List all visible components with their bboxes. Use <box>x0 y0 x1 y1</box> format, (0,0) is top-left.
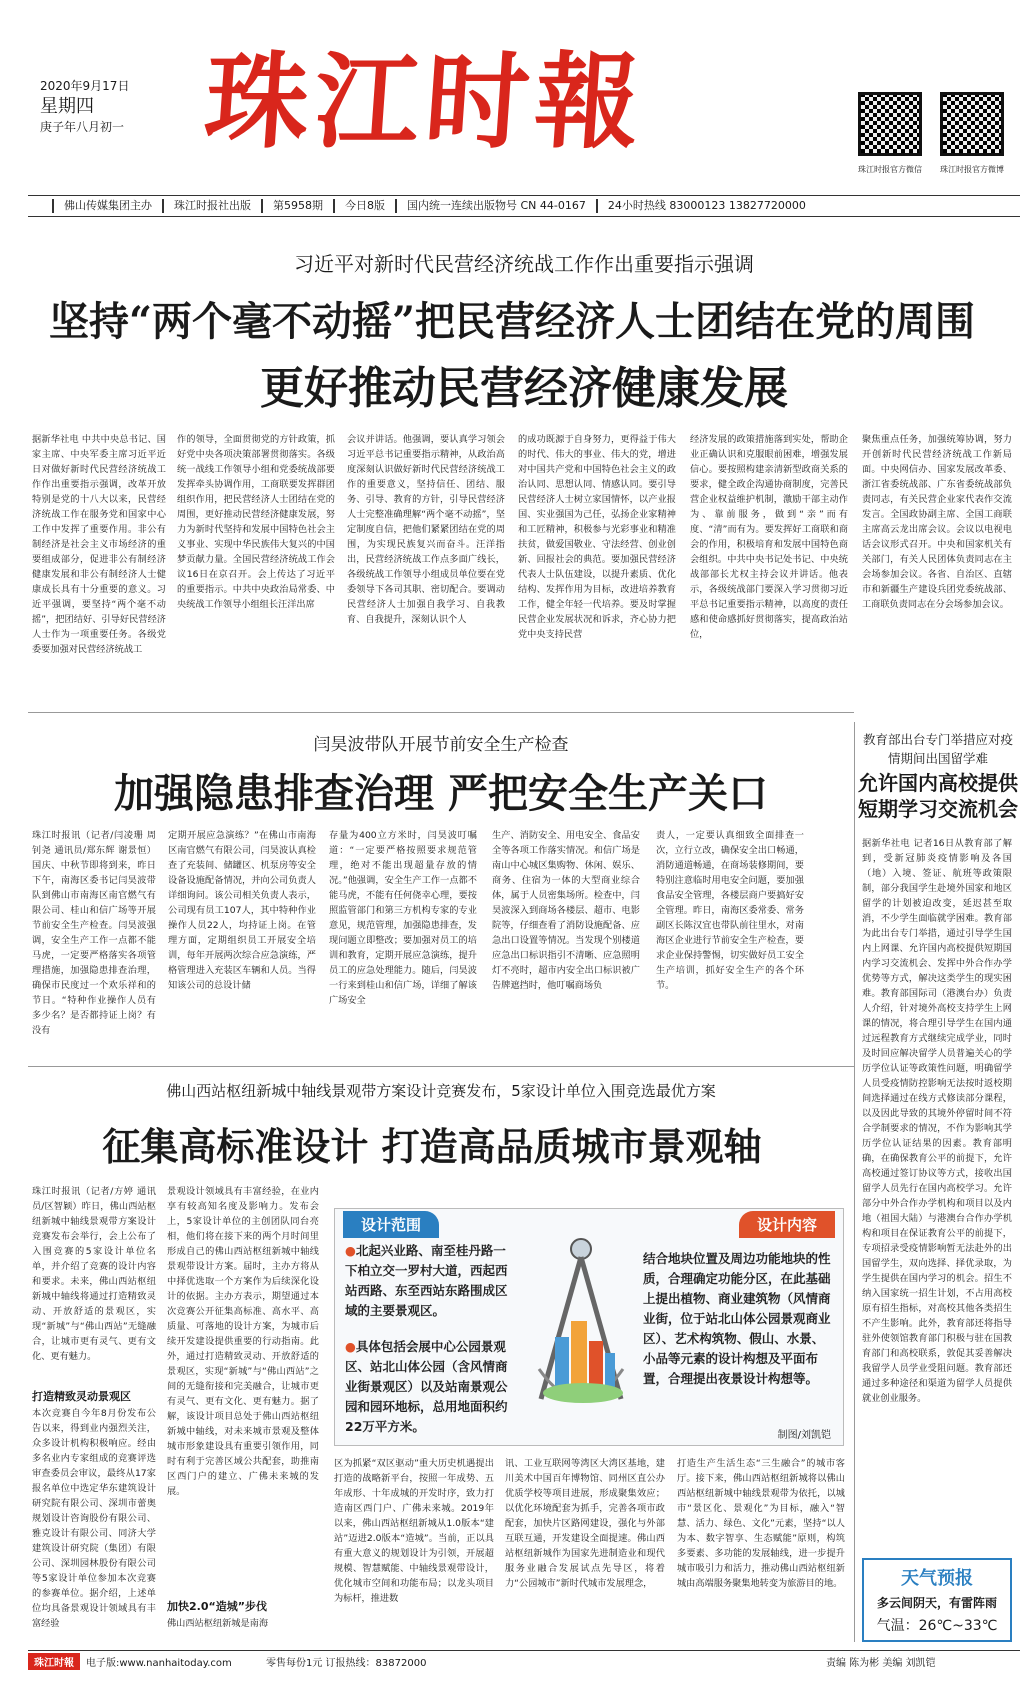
lead-headline-1: 坚持“两个毫不动摇”把民营经济人士团结在党的周围 <box>48 298 975 345</box>
sidebar-kicker: 教育部出台专门举措应对疫情期间出国留学难 <box>862 732 1013 766</box>
lead-column-5: 经济发展的政策措施落到实处，帮助企业正确认识和克服眼前困难，增强发展信心。要按照构建亲清新型政商关系的要求，健全政企沟通协商制度，完善民营企业权益维护机制，激励干部主动作为、靠前服务，做到“亲”而有度、“清”而有为。要发挥好工商联和商会的作用，积极培育和发展中国特色商会组织。中共中央书记处书记、中央统战部部长尤权主持会议并讲话。他表示，各级统战部门要深入学习贯彻习近平总书记重要指示精神，以高度的责任感和使命感抓好贯彻落实，提高政治站位， <box>690 434 848 640</box>
issue-date: 2020年9月17日 <box>40 79 130 93</box>
lead-kicker: 习近平对新时代民营经济统战工作作出重要指示强调 <box>294 252 754 276</box>
design-scope-graphic <box>334 1208 844 1446</box>
weibo-qr-caption: 珠江时报官方微博 <box>940 165 1004 174</box>
info-bar <box>28 195 1020 217</box>
sidebar-headline: 允许国内高校提供短期学习交流机会 <box>858 771 1018 821</box>
hotline-item: 24小时热线 83000123 13827720000 <box>596 199 816 213</box>
scope-point-1 <box>345 1241 515 1321</box>
city-column-2-lead: 景观设计领域具有丰富经验，在业内享有较高知名度及影响力。发布会上，5家设计单位的主创团队同台亮相，他们将在接下来的两个月时间里形成自己的佛山西站枢纽新城中轴线景观带设计方案。届时，主办方将从中择优选取一个方案作为后续深化设计的依据。主办方表示，期望通过本次竞赛公开征集高标准、高水平、高质量、可落地的设计方案，为城市后续开发建设提供重要的行动指南。此外，通过打造精致灵动、开放舒适的景观区，实现“新城”与“佛山西站”之间的无缝衔接和完美融合，让城市更有灵气、更有文化、更有魅力。据了解，该设计项目总处于佛山西站枢纽新城中轴线，对未来城市景观及整体城市形象建设具有重要引领作用，同时有利于完善区域公共配套，助推南区西门户的建立、广佛未来城的发展。 <box>167 1186 319 1497</box>
graphic-credit: 制图/刘凯铠 <box>777 1430 831 1441</box>
footer-website: 电子版:www.nanhaitoday.com <box>86 1658 232 1669</box>
lunar-date: 庚子年八月初一 <box>40 120 125 134</box>
lead-column-4: 的成功既源于自身努力，更得益于伟大的时代、伟大的事业、伟大的党，增进对中国共产党和中国特色社会主义的政治认同、思想认同、情感认同。要引导民营经济人士树立家国情怀，以产业报国、实业强国为己任，弘扬企业家精神和工匠精神，积极参与光彩事业和精准扶贫，做爱国敬业、守法经营、创业创新、回报社会的典范。要加强民营经济代表人士队伍建设，以提升素质、优化结构、发挥作用为目标，改进培养教育工作，健全年轻一代培养。要及时掌握民营企业发展状况和诉求，齐心协力把党中央支持民营 <box>518 434 676 640</box>
lead-column-6: 聚焦重点任务，加强统筹协调，努力开创新时代民营经济统战工作新局面。中央网信办、国家发展改革委、浙江省委统战部、广东省委统战部负责同志，有关民营企业家代表作交流发言。全国政协副主席、全国工商联主席高云龙出席会议。会议以电视电话会议形式召开。中央和国家机关有关部门，有关人民团体负责同志在主会场参加会议。各省、自治区、直辖市和新疆生产建设兵团党委统战部、工商联负责同志在分会场参加会议。 <box>862 434 1012 610</box>
safety-kicker: 闫昊波带队开展节前安全生产检查 <box>313 735 569 755</box>
city-column-1 <box>32 1184 156 1642</box>
issue-number-item: 第5958期 <box>261 199 333 213</box>
city-column-4: 讯、工业互联网等湾区大湾区基地，建川美术中国百年博物馆、同州区直公办优质学校等项目进展，形成聚集效应；以优化环境配套为抓手，完善各项市政配套，加快片区路网建设，强化与外部互联互通，开发建设全面提速。佛山西站枢纽新城作为国家先进制造业和现代服务业融合发展试点先导区，将着力“公园城市”新时代城市发展理念， <box>505 1458 665 1589</box>
city-column-1-lead: 珠江时报讯（记者/方婷 通讯员/区智颖）昨日，佛山西站枢纽新城中轴线景观带方案设计竞赛发布会举行，会上公布了入围竞赛的5家设计单位名单，并介绍了竞赛的设计内容和要求。未来，佛山西站枢纽新城中轴线将通过打造精致灵动、开放舒适的景观区，实现“新城”与“佛山西站”无缝融合，让城市更有灵气、更有文化、更有魅力。 <box>32 1186 156 1362</box>
publisher-item: 佛山传媒集团主办 <box>52 199 162 213</box>
footer-editors: 责编 陈为彬 美编 刘凯铠 <box>826 1658 936 1669</box>
city-headline: 征集高标准设计 打造高品质城市景观轴 <box>102 1124 762 1169</box>
wechat-qr-caption: 珠江时报官方微信 <box>858 165 922 174</box>
weather-condition: 多云间阴天，有雷阵雨 <box>876 1596 997 1610</box>
city-section-title-2: 加快2.0“造城”步伐 <box>167 1600 267 1613</box>
city-kicker: 佛山西站枢纽新城中轴线景观带方案设计竞赛发布，5家设计单位入围竞选最优方案 <box>166 1082 716 1100</box>
city-column-1-rest: 本次竞赛自今年8月份发布公告以来，得到业内强烈关注，众多设计机构积极响应。经由多名业内专家组成的竞赛评选审查委员会审议，最终从17家报名单位中选定华东建筑设计研究院有限公司、深圳市蕾奥规划设计咨询股份有限公司、雅克设计有限公司、同济大学建筑设计研究院（集团）有限公司、深圳园林股份有限公司等5家设计单位参加本次竞赛的参赛单位。据介绍，上述单位均具备景观设计领域具有丰富经验 <box>32 1408 156 1629</box>
compass-city-illustration <box>521 1229 641 1429</box>
safety-column-5: 责人，一定要认真细致全面排查一次，立行立改，确保安全出口畅通，消防通道畅通，在商场装修期间，要特别注意临时用电安全问题，要加强食品安全管理，各楼层商户要搞好安全管理。昨日，南海区委常委、常务副区长陈汉宜也带队前往里水，对南海区企业进行节前安全生产检查，要求企业保持警惕，切实做好员工安全生产培训，抓好安全生产的各个环节。 <box>656 830 804 991</box>
newspaper-logo: 珠江时報 <box>200 40 650 163</box>
safety-column-4: 生产、消防安全、用电安全、食品安全等各项工作落实情况。和信广场是南山中心城区集购物、休闲、娱乐、商务、住宿为一体的大型商业综合体，属于人员密集场所。检查中，闫昊波深入到商场各楼层、超市、电影院等，仔细查看了消防设施配备、应急出口设置等情况。当发现个别楼道应急出口标识指引不清晰、应急照明灯不亮时，超市内安全出口标识被广告牌遮挡时，他叮嘱商场负 <box>492 830 640 991</box>
wechat-qr-icon <box>858 92 922 156</box>
weather-title: 天气预报 <box>901 1568 973 1589</box>
lead-column-2: 作的领导，全面贯彻党的方针政策，抓好党中央各项决策部署贯彻落实。各级统一战线工作领导小组和党委统战部要发挥牵头协调作用，工商联要发挥群团组织作用，把民营经济人士团结在党的周围，更好推动民营经济健康发展，努力为新时代坚持和发展中国特色社会主义事业、实现中华民族伟大复兴的中国梦贡献力量。全国民营经济统战工作会议16日在京召开。会上传达了习近平的重要指示。中共中央政治局常委、中央统战工作领导小组组长汪洋出席 <box>177 434 335 610</box>
safety-column-3: 存量为400立方米时，闫昊波叮嘱道：“一定要严格按照要求规范管理，绝对不能出现超量存放的情况。”他强调，安全生产工作一点都不能马虎，不能有任何侥幸心理，要按照监管部门和第三方机构专家的专业意见，规范管理，加强隐患排查，发现问题立即整改；要加强对员工的培训和教育，定期开展应急演练，提升员工的应急处理能力。随后，闫昊波一行来到桂山和信广场，详细了解该广场安全 <box>329 830 477 1006</box>
weibo-qr-icon <box>940 92 1004 156</box>
city-column-5: 打造生产生活生态“三生融合”的城市客厅。接下来，佛山西站枢纽新城将以佛山西站枢纽新城中轴线景观带为依托，以城市“景区化、景观化”为目标，融入“智慧、活力、绿色、文化”元素，坚持“以人为本、数字智享、生态赋能”原则，构筑多要素、多功能的发展轴线，进一步提升城市吸引力和活力，推动佛山西站枢纽新城由高端服务聚集地转变为旅游目的地。 <box>677 1458 845 1589</box>
serial-number-item: 国内统一连续出版物号 CN 44-0167 <box>395 199 596 213</box>
scope-point-2 <box>345 1337 515 1437</box>
weather-box <box>862 1558 1012 1642</box>
issue-weekday: 星期四 <box>40 96 94 117</box>
safety-column-2: 定期开展应急演练？”在佛山市南海区南官燃气有限公司，闫昊波认真检查了充装间、储罐区、机泵房等安全设备设施配备情况，并向公司负责人详细询问。该公司相关负责人表示，公司现有员工107人，其中特种作业操作人员22人，均持证上岗。在管理方面，定期组织员工开展安全培训，每年开展两次综合应急演练，严格管理进入充装区车辆和人员。当得知该公司的总设计储 <box>168 830 316 991</box>
safety-bottom-rule <box>28 1066 854 1067</box>
footer-brand: 珠江时報 <box>28 1653 80 1670</box>
scope-point-2-text: 具体包括会展中心公园景观区、站北山体公园（含风情商业街景观区）以及站南景观公园和园环地标，总用地面积约22万平方米。 <box>345 1339 508 1434</box>
weather-temperature: 气温：26℃~33℃ <box>876 1618 998 1634</box>
scope-point-1-text: 北起兴业路、南至桂丹路一下柏立交一罗村大道，西起西站西路、东至西站东路围成区域的主要景观区。 <box>345 1243 508 1318</box>
lead-headline-2: 更好推动民营经济健康发展 <box>260 363 788 414</box>
safety-column-1: 珠江时报讯（记者/闫凌珊 周钊尧 通讯员/郑东辉 谢景恒）国庆、中秋节即将到来，昨日下午，南海区委书记闫昊波带队到佛山市南海区南官燃气有限公司、桂山和信广场等开展节前安全生产检查。闫昊波强调，安全生产工作一点都不能马虎，一定要严格落实各项管理措施，加强隐患排查治理，确保市民度过一个欢乐祥和的节日。“特种作业操作人员有多少名？是否都持证上岗？有没有 <box>32 830 156 1036</box>
sidebar-divider <box>854 722 855 1642</box>
lead-bottom-rule <box>28 712 854 713</box>
design-content-text: 结合地块位置及周边功能地块的性质，合理确定功能分区，在此基础上提出植物、商业建筑物（风情商业街，位于站北山体公园景观商业区）、艺术构筑物、假山、水景、小品等元素的设计构想及平面布置，合理提出夜景设计构想等。 <box>643 1251 831 1386</box>
tab-design-content: 设计内容 <box>739 1211 835 1238</box>
bullet-icon: ● <box>345 1339 356 1354</box>
footer-bar <box>28 1650 1020 1672</box>
footer-price: 零售每份1元 订报热线：83872000 <box>266 1658 427 1669</box>
safety-headline: 加强隐患排查治理 严把安全生产关口 <box>114 770 768 817</box>
city-column-2-rest: 佛山西站枢纽新城是南海 <box>167 1618 269 1629</box>
city-column-2 <box>167 1184 319 1642</box>
bullet-icon: ● <box>345 1243 356 1258</box>
tab-design-scope: 设计范围 <box>343 1211 439 1238</box>
lead-column-3: 会议并讲话。他强调，要认真学习领会习近平总书记重要指示精神，从政治高度深刻认识做好新时代民营经济统战工作的重要意义，坚持信任、团结、服务、引导、教育的方针，引导民营经济人士完整准确理解“两个毫不动摇”，坚定制度自信，把他们紧紧团结在党的周围，为实现民族复兴而奋斗。汪洋指出，民营经济统战工作点多面广线长，各级统战工作领导小组成员单位要在党委领导下各司其职、密切配合。要调动民营经济人士加强自我学习、自我教育、自我提升，深刻认识个人 <box>347 434 505 625</box>
city-section-title-1: 打造精致灵动景观区 <box>32 1390 131 1403</box>
sidebar-body: 据新华社电 记者16日从教育部了解到，受新冠肺炎疫情影响及各国（地）入境、签证、航班等政策限制，部分我国学生赴境外国家和地区留学的计划被迫改变，延迟甚至取消，不少学生面临就学困难。教育部为此出台专门举措，通过引导学生国内上网课、允许国内高校提供短期国内学习交流机会、发挥中外合作办学优势等方式，解决这类学生的现实困难。教育部国际司（港澳台办）负责人介绍，针对境外高校支持学生上网课的情况，将合理引导学生在国内通过远程教育方式继续完成学业，同时及时回应解决留学人员普遍关心的学历学位认证等政策性问题，明确留学人员受疫情防控影响无法按时返校期间选择通过在线方式修读部分课程，以及因此导致的其境外停留时间不符合学制要求的情况，不作为影响其学历学位认证结果的因素。教育部明确，在确保教育公平的前提下，允许高校通过签订协议等方式，接收出国留学人员先行在国内高校学习。允许部分中外合作办学机构和项目以及内地（祖国大陆）与港澳台合作办学机构和项目在保证教育公平的前提下，专项招录受疫情影响暂无法赴外的出国留学生，双向选择、择优录取，为学生提供在国内学习的机会。招生不纳入国家统一招生计划，不占用高校原有招生指标，对高校其他各类招生不产生影响。此外，教育部还将指导驻外使领馆教育部门积极与驻在国教育部门和高校联系，敦促其妥善解决我留学人员学业受阻问题。教育部还通过多种途径和渠道为留学人员提供就业创业服务。 <box>862 838 1012 1404</box>
city-column-3: 区为抓紧“双区驱动”重大历史机遇提出打造的战略新平台，按照一年成势、五年成形、十年成城的开发时序，致力打造南区西门户、广佛未来城。2019年以来，佛山西站枢纽新城从1.0版本“建站”迈进2.0版本“造城”。当前，正以具有重大意义的规划设计为引领，开展超规模、智慧赋能、中轴线景观带设计，优化城市空间和功能布局；以龙头项目为标杆，推进数 <box>334 1458 494 1604</box>
page-count-item: 今日8版 <box>333 199 395 213</box>
edition-item: 珠江时报社出版 <box>162 199 261 213</box>
date-block <box>40 78 180 136</box>
lead-column-1: 据新华社电 中共中央总书记、国家主席、中央军委主席习近平近日对做好新时代民营经济统战工作作出重要指示强调，改革开放特别是党的十八大以来，民营经济统战工作在服务党和国家中心工作中发挥了重要作用。非公有制经济是社会主义市场经济的重要组成部分，促进非公有制经济健康发展和非公有制经济人士健康成长具有十分重要的意义。习近平强调，要坚持“两个毫不动摇”，把团结好、引导好民营经济人士作为一项重要任务。各级党委要加强对民营经济统战工 <box>32 434 166 655</box>
